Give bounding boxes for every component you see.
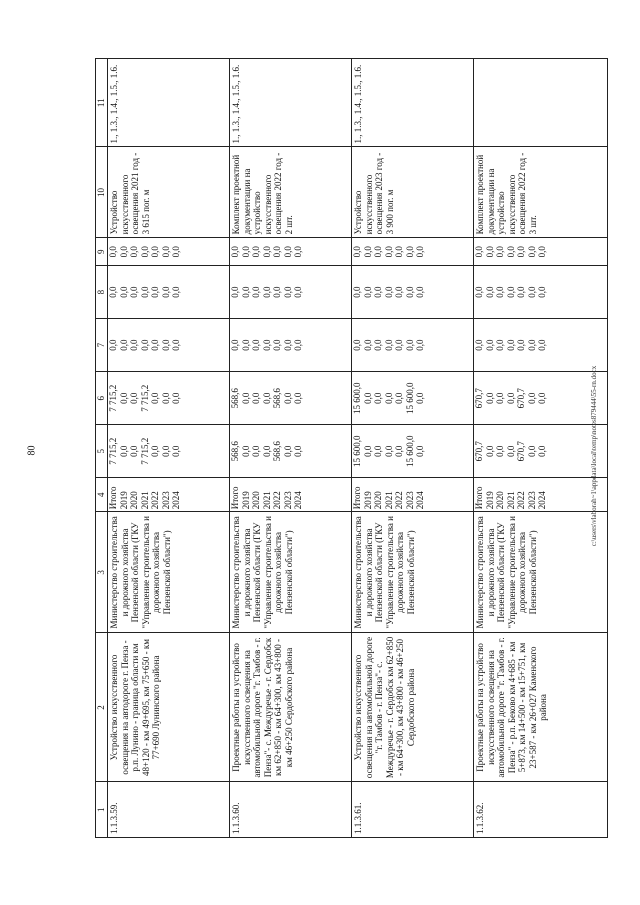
row-result: Устройство искусственного освещения 2021 год - 3 615 пог. м — [108, 147, 230, 238]
footer-file-path: c:\users\vlaborah~1\appdata\local\temp\notes879444\55-rn.docx — [590, 365, 598, 547]
year-label: 2023 — [160, 491, 171, 510]
value-cell: 0,0 — [251, 392, 261, 404]
value-cell: 0,0 — [526, 286, 537, 298]
value-cell: 0,0 — [415, 339, 425, 351]
value-cell: 0,0 — [415, 392, 425, 404]
value-cell: 0,0 — [171, 445, 181, 457]
value-cell: 670,7 — [474, 441, 484, 462]
column-number: 10 — [96, 147, 108, 238]
row-code: 1.1.3.59. — [108, 782, 230, 838]
value-cell: 0,0 — [171, 392, 181, 404]
column-number: 4 — [96, 478, 108, 512]
value-cell: 0,0 — [352, 246, 362, 258]
value-cell: 0,0 — [129, 286, 139, 298]
year-label: 2022 — [272, 491, 282, 510]
value-cell: 0,0 — [230, 339, 240, 351]
value-cell: 670,7 — [516, 388, 526, 409]
year-label: 2024 — [415, 491, 425, 510]
value-cell: 0,0 — [404, 286, 415, 298]
value-cell: 0,0 — [282, 339, 293, 351]
value-cell: 0,0 — [282, 286, 293, 298]
value-cell: 0,0 — [505, 286, 516, 298]
year-label: Итого — [474, 486, 484, 510]
value-cell: 0,0 — [129, 445, 139, 457]
value-cell: 0,0 — [160, 246, 171, 258]
value-cell: 0,0 — [251, 246, 261, 258]
table-row — [108, 59, 230, 838]
value-cell: 0,0 — [362, 445, 373, 457]
value-cell: 0,0 — [139, 246, 150, 258]
year-label: 2021 — [139, 491, 150, 510]
value-cell: 0,0 — [171, 286, 181, 298]
value-cell: 0,0 — [474, 246, 484, 258]
value-cell: 0,0 — [240, 246, 251, 258]
value-cell: 0,0 — [362, 339, 373, 351]
value-cell: 0,0 — [383, 392, 394, 404]
value-cell: 0,0 — [118, 339, 129, 351]
value-cell: 0,0 — [394, 445, 404, 457]
value-cell: 0,0 — [474, 286, 484, 298]
value-cell: 0,0 — [230, 246, 240, 258]
table-row — [352, 59, 474, 838]
value-cell: 0,0 — [516, 286, 526, 298]
value-cell: 0,0 — [404, 339, 415, 351]
value-cell: 0,0 — [394, 392, 404, 404]
value-cell: 0,0 — [129, 339, 139, 351]
year-label: 2023 — [282, 491, 293, 510]
value-cell: 0,0 — [373, 286, 383, 298]
value-cell: 0,0 — [150, 445, 160, 457]
page-number: 80 — [26, 445, 38, 456]
table-row — [474, 59, 608, 838]
value-cell: 0,0 — [293, 445, 303, 457]
year-label: 2021 — [383, 491, 394, 510]
value-cell: 0,0 — [118, 445, 129, 457]
value-cell: 0,0 — [150, 392, 160, 404]
year-label: 2019 — [240, 491, 251, 510]
value-cell: 0,0 — [108, 286, 118, 298]
value-cell: 0,0 — [474, 339, 484, 351]
value-cell: 0,0 — [261, 246, 272, 258]
value-cell: 0,0 — [415, 286, 425, 298]
year-label: 2022 — [516, 491, 526, 510]
row-executor: Министерство строительства и дорожного хозяйства Пензенской области (ГКУ "Управление строительства и дорожного хозяйства Пензенской области") — [474, 512, 608, 633]
year-label: 2022 — [394, 491, 404, 510]
value-cell: 0,0 — [293, 392, 303, 404]
value-cell: 0,0 — [160, 392, 171, 404]
value-cell: 0,0 — [537, 445, 547, 457]
row-code: 1.1.3.62. — [474, 782, 608, 838]
value-cell: 0,0 — [261, 339, 272, 351]
row-indicators — [474, 59, 608, 147]
value-cell: 0,0 — [150, 339, 160, 351]
value-cell: 0,0 — [282, 445, 293, 457]
value-cell: 0,0 — [373, 246, 383, 258]
value-cell: 0,0 — [526, 445, 537, 457]
value-cell: 0,0 — [272, 246, 282, 258]
value-cell: 0,0 — [118, 246, 129, 258]
value-cell: 0,0 — [139, 286, 150, 298]
year-label: Итого — [352, 486, 362, 510]
year-label: 2021 — [261, 491, 272, 510]
year-label: 2024 — [293, 491, 303, 510]
row-description: Устройство искусственного освещения на автодороге г. Пенза - р.п. Лунино - граница области км 48+120 - км 49+695, км 75+650 - км 77+690 Лунинского района — [108, 633, 230, 782]
value-cell: 0,0 — [505, 392, 516, 404]
row-description: Проектные работы на устройство искусственного освещения на автомобильной дороге "г. Тамбов - г. Пенза" - р.п. Беково км 4+685 - км 5+873, км 14+500 - км 15+751, км 23+587 - км 26+027 Каменского района — [474, 633, 608, 782]
value-cell: 0,0 — [383, 339, 394, 351]
value-cell: 0,0 — [505, 246, 516, 258]
value-cell: 0,0 — [251, 339, 261, 351]
value-cell: 0,0 — [495, 392, 505, 404]
value-cell: 15 600,0 — [352, 435, 362, 467]
value-cell: 0,0 — [352, 339, 362, 351]
row-executor: Министерство строительства и дорожного хозяйства Пензенской области (ГКУ "Управление строительства и дорожного хозяйства Пензенской области") — [230, 512, 352, 633]
value-cell: 0,0 — [230, 286, 240, 298]
value-cell: 568,6 — [272, 388, 282, 409]
value-cell: 670,7 — [474, 388, 484, 409]
value-cell: 0,0 — [261, 392, 272, 404]
value-cell: 0,0 — [404, 246, 415, 258]
row-description: Проектные работы на устройство искусственного освещения на автомобильной дороге "г. Тамбов - г. Пенза"- с. Междуречье - г. Сердобск км 62+850 - км 64+300, км 43+800 - км 46+250 Сердобского района — [230, 633, 352, 782]
year-label: Итого — [108, 486, 118, 510]
value-cell: 0,0 — [261, 286, 272, 298]
column-number: 1 — [96, 782, 108, 838]
year-label: 2019 — [484, 491, 495, 510]
value-cell: 0,0 — [272, 339, 282, 351]
value-cell: 0,0 — [484, 339, 495, 351]
value-cell: 670,7 — [516, 441, 526, 462]
value-cell: 0,0 — [526, 339, 537, 351]
year-label: 2021 — [505, 491, 516, 510]
value-cell: 0,0 — [261, 445, 272, 457]
program-table — [95, 58, 608, 838]
value-cell: 0,0 — [251, 286, 261, 298]
value-cell: 0,0 — [272, 286, 282, 298]
value-cell: 0,0 — [240, 339, 251, 351]
value-cell: 568,6 — [230, 388, 240, 409]
year-label: 2019 — [118, 491, 129, 510]
value-cell: 15 600,0 — [404, 382, 415, 414]
row-description: Устройство искусственного освещения на автомобильной дороге "г. Тамбов - г. Пенза"- с. Междуречье - г. Сердобск км 62+850 - км 64+300, км 43+800 - км 46+250 Сердобского района — [352, 633, 474, 782]
rotated-table-container — [95, 58, 605, 838]
value-cell: 0,0 — [383, 445, 394, 457]
year-label: 2020 — [129, 491, 139, 510]
value-cell: 0,0 — [373, 445, 383, 457]
value-cell: 0,0 — [383, 246, 394, 258]
value-cell: 0,0 — [293, 246, 303, 258]
value-cell: 0,0 — [495, 445, 505, 457]
column-number: 3 — [96, 512, 108, 633]
value-cell: 0,0 — [516, 246, 526, 258]
value-cell: 0,0 — [108, 246, 118, 258]
value-cell: 0,0 — [373, 392, 383, 404]
value-cell: 0,0 — [505, 445, 516, 457]
row-executor: Министерство строительства и дорожного хозяйства Пензенской области (ГКУ "Управление строительства и дорожного хозяйства Пензенской области") — [352, 512, 474, 633]
row-executor: Министерство строительства и дорожного хозяйства Пензенской области (ГКУ "Управление строительства и дорожного хозяйства Пензенской области") — [108, 512, 230, 633]
value-cell: 15 600,0 — [352, 382, 362, 414]
value-cell: 15 600,0 — [404, 435, 415, 467]
value-cell: 0,0 — [118, 392, 129, 404]
column-number: 7 — [96, 319, 108, 372]
value-cell: 0,0 — [139, 339, 150, 351]
value-cell: 0,0 — [282, 246, 293, 258]
year-label: 2024 — [537, 491, 547, 510]
value-cell: 0,0 — [495, 286, 505, 298]
value-cell: 0,0 — [505, 339, 516, 351]
year-label: 2024 — [171, 491, 181, 510]
value-cell: 0,0 — [495, 339, 505, 351]
column-number: 5 — [96, 425, 108, 478]
row-code: 1.1.3.60. — [230, 782, 352, 838]
column-number: 9 — [96, 238, 108, 266]
value-cell: 7 715,2 — [108, 384, 118, 412]
value-cell: 568,6 — [230, 441, 240, 462]
column-number: 11 — [96, 59, 108, 147]
value-cell: 0,0 — [394, 339, 404, 351]
value-cell: 0,0 — [526, 246, 537, 258]
value-cell: 0,0 — [537, 286, 547, 298]
column-number: 6 — [96, 372, 108, 425]
year-label: 2022 — [150, 491, 160, 510]
value-cell: 0,0 — [293, 286, 303, 298]
year-label: Итого — [230, 486, 240, 510]
value-cell: 0,0 — [171, 246, 181, 258]
year-label: 2020 — [251, 491, 261, 510]
year-label: 2020 — [495, 491, 505, 510]
value-cell: 0,0 — [373, 339, 383, 351]
value-cell: 0,0 — [160, 339, 171, 351]
value-cell: 0,0 — [282, 392, 293, 404]
value-cell: 0,0 — [537, 392, 547, 404]
column-number: 2 — [96, 633, 108, 782]
table-row — [230, 59, 352, 838]
value-cell: 0,0 — [171, 339, 181, 351]
value-cell: 0,0 — [484, 392, 495, 404]
row-indicators: 1., 1.3., 1.4., 1.5., 1.6. — [230, 59, 352, 147]
value-cell: 0,0 — [160, 445, 171, 457]
value-cell: 0,0 — [293, 339, 303, 351]
year-label: 2020 — [373, 491, 383, 510]
column-number: 8 — [96, 266, 108, 319]
value-cell: 0,0 — [394, 246, 404, 258]
value-cell: 0,0 — [150, 246, 160, 258]
value-cell: 0,0 — [526, 392, 537, 404]
value-cell: 0,0 — [160, 286, 171, 298]
value-cell: 0,0 — [484, 445, 495, 457]
row-result: Комплект проектной документации на устройство искусственного освещения 2022 год - 3 шт. — [474, 147, 608, 238]
value-cell: 7 715,2 — [139, 384, 150, 412]
value-cell: 0,0 — [383, 286, 394, 298]
row-result: Устройство искусственного освещения 2023 год - 3 900 пог. м — [352, 147, 474, 238]
value-cell: 0,0 — [129, 246, 139, 258]
value-cell: 0,0 — [362, 392, 373, 404]
value-cell: 0,0 — [129, 392, 139, 404]
year-label: 2023 — [404, 491, 415, 510]
value-cell: 0,0 — [415, 445, 425, 457]
value-cell: 0,0 — [352, 286, 362, 298]
value-cell: 0,0 — [251, 445, 261, 457]
value-cell: 0,0 — [415, 246, 425, 258]
value-cell: 7 715,2 — [139, 437, 150, 465]
value-cell: 0,0 — [240, 286, 251, 298]
value-cell: 0,0 — [240, 445, 251, 457]
row-result: Комплект проектной документации на устройство искусственного освещения 2022 год - 2 шт. — [230, 147, 352, 238]
value-cell: 0,0 — [240, 392, 251, 404]
year-label: 2019 — [362, 491, 373, 510]
column-number-row — [96, 59, 108, 838]
value-cell: 0,0 — [495, 246, 505, 258]
row-code: 1.1.3.61. — [352, 782, 474, 838]
value-cell: 0,0 — [108, 339, 118, 351]
value-cell: 0,0 — [537, 339, 547, 351]
value-cell: 0,0 — [362, 246, 373, 258]
year-label: 2023 — [526, 491, 537, 510]
row-indicators: 1., 1.3., 1.4., 1.5., 1.6. — [108, 59, 230, 147]
value-cell: 7 715,2 — [108, 437, 118, 465]
value-cell: 0,0 — [150, 286, 160, 298]
value-cell: 0,0 — [516, 339, 526, 351]
value-cell: 0,0 — [394, 286, 404, 298]
value-cell: 0,0 — [537, 246, 547, 258]
row-indicators: 1., 1.3., 1.4., 1.5., 1.6. — [352, 59, 474, 147]
value-cell: 0,0 — [484, 286, 495, 298]
value-cell: 0,0 — [362, 286, 373, 298]
value-cell: 568,6 — [272, 441, 282, 462]
value-cell: 0,0 — [484, 246, 495, 258]
value-cell: 0,0 — [118, 286, 129, 298]
